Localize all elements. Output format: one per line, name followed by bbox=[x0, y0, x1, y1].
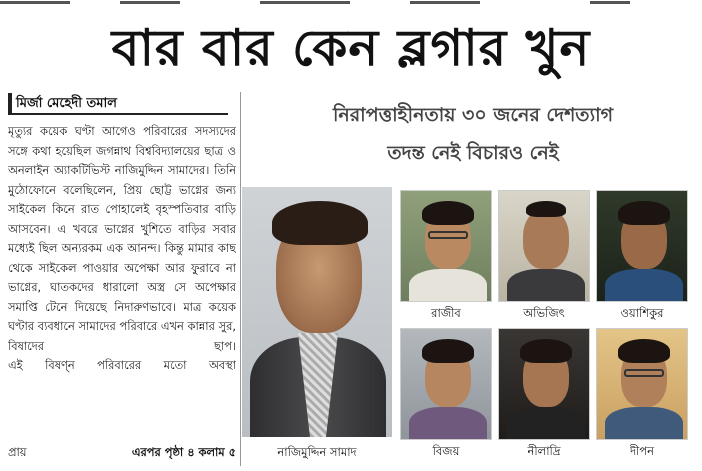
jump-line bbox=[8, 442, 236, 466]
byline bbox=[8, 93, 228, 115]
thumbnail-caption: দীপন bbox=[629, 444, 654, 458]
article-paragraph: মৃত্যুর কয়েক ঘণ্টা আগেও পরিবারের সদস্যদের সঙ্গে কথা হয়েছিল জগন্নাথ বিশ্ববিদ্যালয়ের ছাত্র ও অনলাইন অ্যাকটিভিস্ট নাজিমুদ্দিন সামাদের। তিনি মুঠোফোনে বলেছিলেন, প্রিয় ছোট্ট ভাগ্নের জন্য সাইকেল কিনে রাত পোহালেই বৃহস্পতিবার বাড়ি আসবেন। এ খবরে ভাগ্নের খুশিতে বাড়ির সবার মধ্যেই ছিল অন্যরকম এক আনন্দ। কিন্তু মামার কাছ থেকে সাইকেল পাওয়ার অপেক্ষা আর ফুরাবে না ভাগ্নের, ঘাতকদের ধারালো অস্ত্র সে অপেক্ষার সমাপ্তি টেনে দিয়েছে নিদারুণভাবে। মাত্র কয়েক ঘণ্টার ব্যবধানে সামাদের পরিবারে এখন কান্নার সুর, বিষাদের ছাপ। bbox=[8, 124, 236, 353]
headline: বার বার কেন ব্লগার খুন bbox=[111, 19, 591, 77]
article-last-word: প্রায় bbox=[8, 445, 27, 459]
article-paragraph: এই বিষণ্ন পরিবারের মতো অবস্থা bbox=[8, 358, 236, 372]
main-photo-caption: নাজিমুদ্দিন সামাদ bbox=[277, 445, 357, 459]
continued-on-link[interactable]: এরপর পৃষ্ঠা ৪ কলাম ৫ bbox=[131, 445, 236, 459]
thumbnail-photo bbox=[498, 190, 590, 302]
thumbnail-caption: বিজয় bbox=[432, 444, 460, 458]
thumbnail-caption: অভিজিৎ bbox=[523, 306, 565, 320]
thumbnail-photo bbox=[400, 328, 492, 440]
byline-author: মির্জা মেহেদী তমাল bbox=[8, 93, 117, 115]
thumbnail-caption: নীলাদ্রি bbox=[527, 444, 561, 458]
previous-story-strip bbox=[0, 0, 702, 6]
thumbnail-caption: রাজীব bbox=[431, 306, 461, 320]
main-portrait-photo bbox=[242, 187, 392, 437]
thumbnail-caption: ওয়াশিকুর bbox=[620, 306, 664, 320]
thumbnail-photo bbox=[596, 190, 688, 302]
subheadline-line-2: তদন্ত নেই বিচারও নেই bbox=[387, 142, 559, 164]
article-body bbox=[8, 122, 236, 440]
thumbnail-photo bbox=[498, 328, 590, 440]
subheadline bbox=[250, 100, 696, 168]
thumbnail-photo bbox=[400, 190, 492, 302]
column-divider bbox=[240, 92, 241, 466]
thumbnail-photo bbox=[596, 328, 688, 440]
subheadline-line-1: নিরাপত্তাহীনতায় ৩০ জনের দেশত্যাগ bbox=[332, 104, 614, 126]
